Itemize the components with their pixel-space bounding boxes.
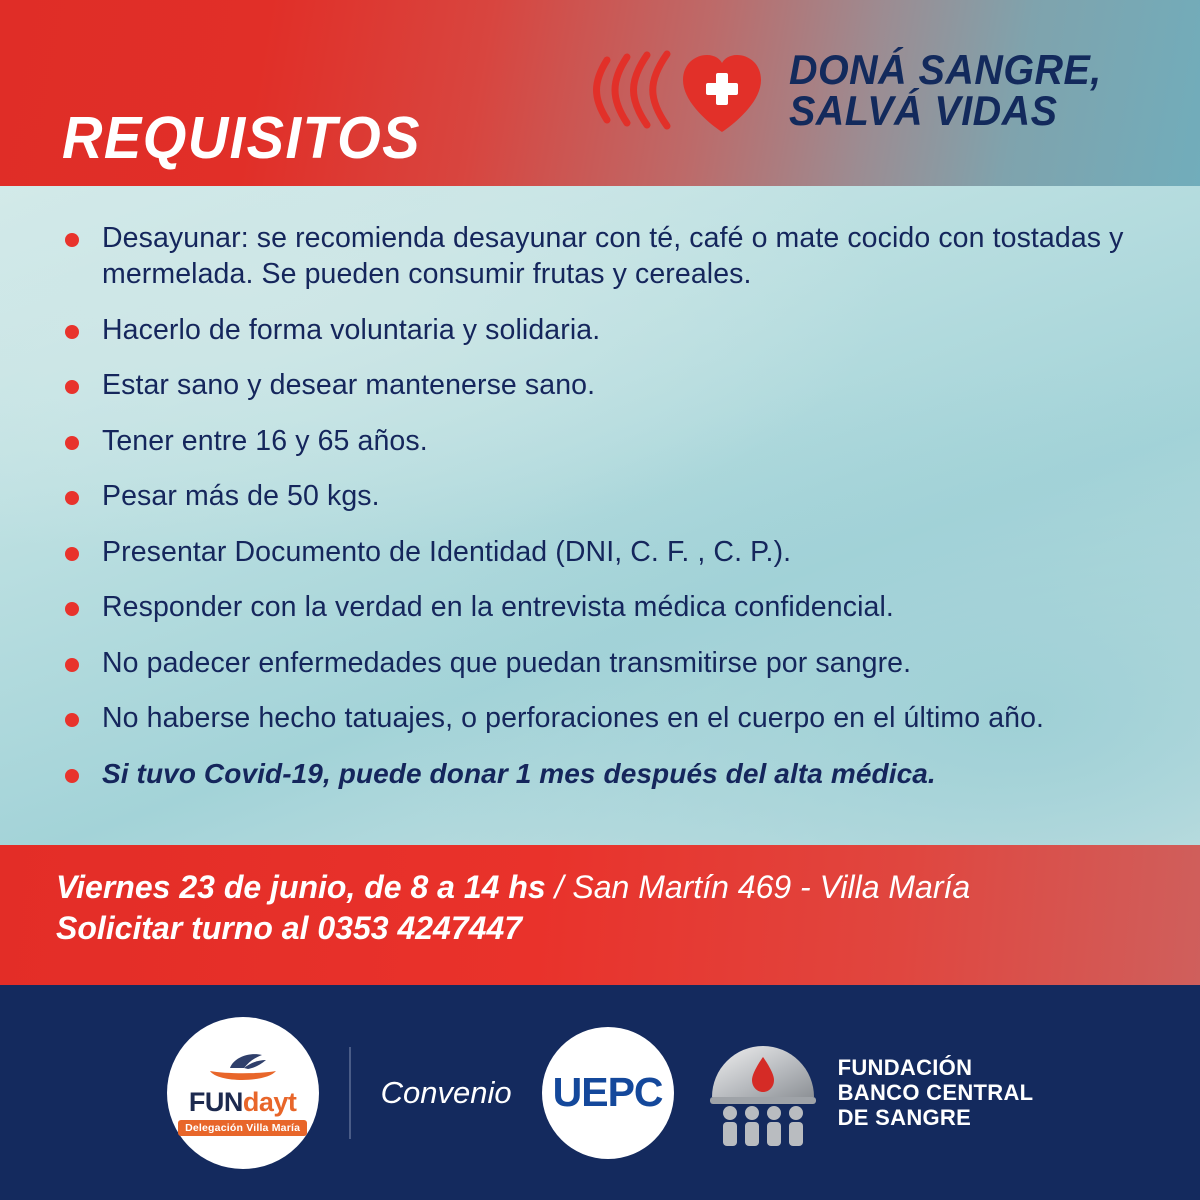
brand-slogan [789,45,1103,134]
list-item-covid-note: Si tuvo Covid-19, puede donar 1 mes después del alta médica. [56,756,1144,792]
event-date: Viernes 23 de junio, de 8 a 14 hs [56,869,546,905]
poster-header [0,0,1200,186]
requirements-list [56,220,1144,792]
list-item: Responder con la verdad en la entrevista médica confidencial. [56,589,1144,625]
list-item: No padecer enfermedades que puedan transmitirse por sangre. [56,645,1144,681]
requirements-section [0,186,1200,845]
fundacion-banco-central-sangre-logo [704,1037,1034,1149]
list-item: Desayunar: se recomienda desayunar con té, café o mate cocido con tostadas y mermelada. Se pueden consumir frutas y cereales. [56,220,1144,293]
footer-divider [349,1047,351,1139]
list-item: Presentar Documento de Identidad (DNI, C. F. , C. P.). [56,534,1144,570]
event-phone: Solicitar turno al 0353 4247447 [56,909,523,946]
fundayt-delegation: Delegación Villa María [178,1120,307,1136]
dove-bowl-icon [200,1049,286,1085]
fundayt-dayt: dayt [242,1087,297,1117]
event-date-location [56,869,1144,907]
fbcs-line2: BANCO CENTRAL [837,1079,1034,1105]
heart-with-cross-icon [591,44,771,136]
fundayt-logo [167,1017,319,1169]
list-item: Tener entre 16 y 65 años. [56,423,1144,459]
event-location: / San Martín 469 - Villa María [545,869,971,905]
list-item: Pesar más de 50 kgs. [56,478,1144,514]
event-info-band [0,845,1200,985]
brand-slogan-line2: SALVÁ VIDAS [789,87,1058,134]
fbcs-line3: DE SANGRE [837,1105,972,1131]
fundayt-wordmark [189,1087,297,1118]
convenio-label: Convenio [380,1074,512,1110]
fbcs-wordmark [838,1055,1034,1130]
blood-bank-dome-icon [704,1037,822,1149]
fundayt-fun: FUN [188,1087,243,1117]
sponsors-footer [0,985,1200,1200]
list-item: Estar sano y desear mantenerse sano. [56,367,1144,403]
page-title: REQUISITOS [62,105,421,171]
fbcs-line1: FUNDACIÓN [837,1054,973,1080]
list-item: Hacerlo de forma voluntaria y solidaria. [56,312,1144,348]
uepc-logo: UEPC [542,1027,674,1159]
brand-slogan-line1: DONÁ SANGRE, [789,45,1103,93]
list-item: No haberse hecho tatuajes, o perforaciones en el cuerpo en el último año. [56,700,1144,736]
brand-lockup [591,44,1122,136]
